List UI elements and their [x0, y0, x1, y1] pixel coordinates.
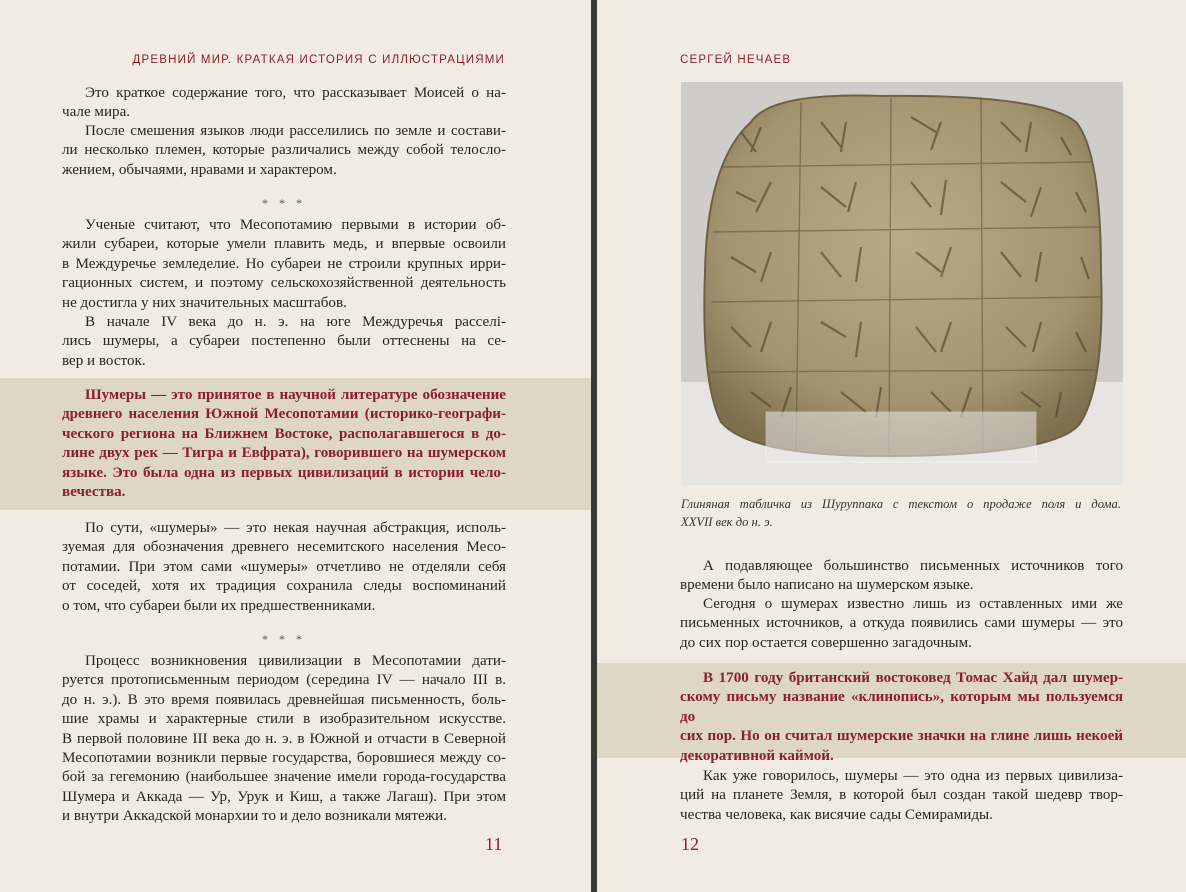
- text-line: сих пор. Но он считал шумерские значки на глине лишь некоей: [680, 728, 1123, 745]
- running-head-left: ДРЕВНИЙ МИР. КРАТКАЯ ИСТОРИЯ С ИЛЛЮСТРАЦИЯМИ: [132, 54, 505, 66]
- text-line: жением, обычаями, нравами и характером.: [62, 161, 337, 178]
- page-number-right: 12: [681, 834, 699, 854]
- clay-tablet-photo: [681, 82, 1123, 485]
- paragraph-4: [62, 313, 506, 371]
- text-line: Месопотамии возникли первые государства, боровшиеся между со-: [62, 750, 506, 767]
- text-line: лись шумеры, а субареи постепенно были оттеснены на се-: [62, 333, 506, 350]
- text-line: чества человека, как висячие сады Семирамиды.: [680, 806, 993, 823]
- text-line: Как уже говорилось, шумеры — это одна из первых цивилиза-: [703, 768, 1123, 784]
- text-line: Сегодня о шумерах известно лишь из оставленных ими же: [703, 596, 1123, 612]
- text-line: древнего населения Южной Месопотамии (историко-географи-: [62, 406, 506, 423]
- callout-text-left: [62, 386, 506, 502]
- text-line: вер и восток.: [62, 352, 146, 369]
- paragraph-5: [62, 519, 506, 616]
- paragraph-r1: [680, 557, 1123, 596]
- text-line: времени было написано на шумерском языке.: [680, 577, 974, 594]
- text-line: и внутри Аккадской монархии то и дело возникали мятежи.: [62, 808, 447, 825]
- text-line: шие храмы и характерные стили в изобразительном искусстве.: [62, 711, 506, 728]
- text-line: В начале IV века до н. э. на юге Междуречья расселі-: [85, 314, 506, 330]
- photo-caption: [681, 495, 1121, 531]
- left-page: [0, 0, 591, 892]
- text-line: письменных источников, а откуда появились сами шумеры — это: [680, 615, 1123, 632]
- paragraph-1: [62, 84, 506, 123]
- section-divider: * * *: [262, 196, 306, 210]
- text-line: до н. э.). В это время появилась древнейшая письменность, боль-: [62, 691, 506, 708]
- text-line: Процесс возникновения цивилизации в Месопотамии дати-: [85, 653, 506, 669]
- paragraph-r2: [680, 595, 1123, 653]
- paragraph-2: [62, 122, 506, 180]
- text-line: не достигла у них значительных масштабов.: [62, 294, 347, 311]
- text-line: бой за гегемонию (наибольшее значение имели города-государства: [62, 769, 506, 786]
- page-number-left: 11: [485, 834, 503, 854]
- text-line: руется протописьменным периодом (середина IV — начало III в.: [62, 672, 506, 689]
- right-page: [597, 0, 1186, 892]
- text-line: Шумеры — это принятое в научной литературе обозначение: [85, 387, 506, 403]
- callout-box-right: [597, 663, 1186, 764]
- text-line: чале мира.: [62, 104, 131, 121]
- text-line: гационных систем, и поэтому сельскохозяйственной деятельность: [62, 275, 506, 292]
- text-line: ли несколько племен, которые различались между собой телосло-: [62, 142, 506, 159]
- text-line: Ученые считают, что Месопотамию первыми в истории об-: [85, 217, 506, 233]
- text-line: По сути, «шумеры» — это некая научная абстракция, исполь-: [85, 520, 506, 536]
- text-line: Глиняная табличка из Шуруппака с текстом о продаже поля и дома.: [681, 497, 1121, 511]
- text-line: ческого региона на Ближнем Востоке, располагавшегося в до-: [62, 425, 506, 442]
- text-line: После смешения языков люди расселились по земле и состави-: [85, 123, 506, 139]
- text-line: языке. Это была одна из первых цивилизаций в истории чело-: [62, 464, 506, 481]
- text-line: потамии. При этом сами «шумеры» отчетливо не отделяли себя: [62, 558, 506, 575]
- callout-text-right: [680, 669, 1123, 766]
- callout-box-left: [0, 378, 591, 510]
- paragraph-r3: [680, 767, 1123, 825]
- text-line: XXVII век до н. э.: [681, 515, 773, 529]
- text-line: А подавляющее большинство письменных источников того: [703, 558, 1123, 574]
- text-line: Шумера и Аккада — Ур, Урук и Киш, а также Лагаш). При этом: [62, 788, 506, 805]
- text-line: жили субареи, которые умели плавить медь, и впервые освоили: [62, 236, 506, 253]
- text-line: В 1700 году британский востоковед Томас Хайд дал шумер-: [703, 670, 1123, 686]
- running-head-right: СЕРГЕЙ НЕЧАЕВ: [680, 54, 792, 66]
- section-divider: * * *: [262, 632, 306, 646]
- text-line: о том, что субареи были их предшественниками.: [62, 597, 376, 614]
- text-line: декоративной каймой.: [680, 747, 834, 764]
- text-line: В первой половине III века до н. э. в Южной и отчасти в Северной: [62, 730, 506, 747]
- text-line: скому письму название «клинопись», которым мы пользуемся до: [680, 689, 1123, 725]
- text-line: Это краткое содержание того, что рассказывает Моисей о на-: [85, 85, 506, 101]
- text-line: до сих пор остается совершенно загадочным.: [680, 634, 972, 651]
- text-line: от соседей, хотя их традиция сохранила следы воспоминаний: [62, 578, 506, 595]
- paragraph-6: [62, 652, 506, 827]
- paragraph-3: [62, 216, 506, 313]
- text-line: лине двух рек — Тигра и Евфрата), говорившего на шумерском: [62, 445, 506, 462]
- text-line: зуемая для обозначения древнего несемитского населения Месо-: [62, 539, 506, 556]
- text-line: в Междуречье земледелие. Но субареи не строили крупных ирри-: [62, 255, 506, 272]
- text-line: вечества.: [62, 484, 126, 501]
- text-line: ций на планете Земля, в которой был создан такой шедевр твор-: [680, 787, 1123, 804]
- clay-tablet-illustration: [681, 82, 1123, 485]
